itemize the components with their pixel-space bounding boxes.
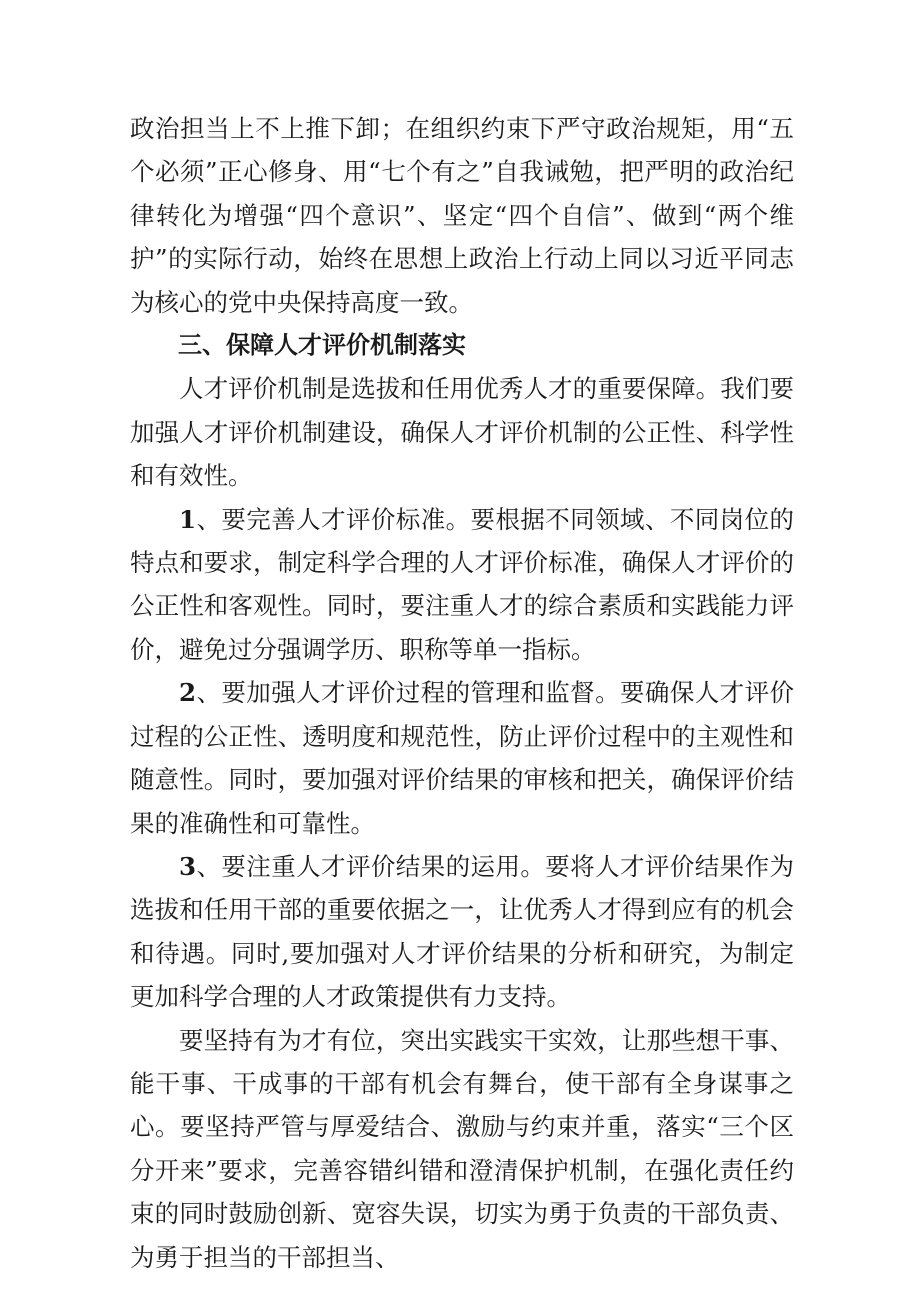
item-text: 、要完善人才评价标准。要根据不同领域、不同岗位的特点和要求，制定科学合理的人才评价标准，确保人才评价的公正性和客观性。同时，要注重人才的综合素质和实践能力评价，避免过分强调学历、职称等单一指标。 — [130, 504, 794, 664]
numbered-item-3 — [130, 845, 794, 1019]
item-text: 、要注重人才评价结果的运用。要将人才评价结果作为选拔和任用干部的重要依据之一，让优秀人才得到应有的机会和待遇。同时,要加强对人才评价结果的分析和研究，为制定更加科学合理的人才政策提供有力支持。 — [130, 851, 794, 1012]
paragraph-intro: 人才评价机制是选拔和任用优秀人才的重要保障。我们要加强人才评价机制建设，确保人才评价机制的公正性、科学性和有效性。 — [130, 374, 794, 491]
section-heading: 三、保障人才评价机制落实 — [178, 331, 466, 360]
paragraph-closing: 要坚持有为才有位，突出实践实干实效，让那些想干事、能干事、干成事的干部有机会有舞台，使干部有全身谋事之心。要坚持严管与厚爱结合、激励与约束并重，落实“三个区分开来”要求，完善容错纠错和澄清保护机制，在强化责任约束的同时鼓励创新、宽容失误，切实为勇于负责的干部负责、为勇于担当的干部担当、 — [130, 1025, 794, 1272]
item-number: 1 — [179, 504, 197, 534]
paragraph-continuation: 政治担当上不上推下卸；在组织约束下严守政治规矩，用“五个必须”正心修身、用“七个有之”自我诫勉，把严明的政治纪律转化为增强“四个意识”、坚定“四个自信”、做到“两个维护”的实际行动，始终在思想上政治上行动上同以习近平同志为核心的党中央保持高度一致。 — [130, 114, 794, 317]
numbered-item-2 — [130, 671, 794, 845]
numbered-item-1 — [130, 498, 794, 672]
item-text: 、要加强人才评价过程的管理和监督。要确保人才评价过程的公正性、透明度和规范性，防止评价过程中的主观性和随意性。同时，要加强对评价结果的审核和把关，确保评价结果的准确性和可靠性。 — [130, 678, 794, 838]
item-number: 3 — [179, 851, 197, 881]
document-body — [130, 107, 794, 1279]
item-number: 2 — [179, 678, 197, 708]
